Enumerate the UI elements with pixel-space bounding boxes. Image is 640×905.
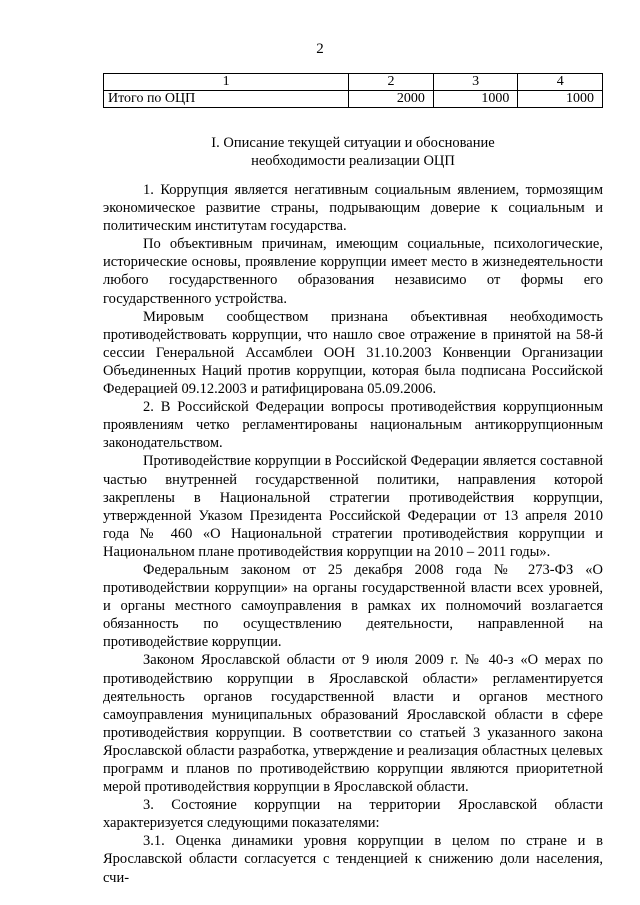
table-header-row [104,74,603,91]
paragraph: Противодействие коррупции в Российской Федерации является составной частью внутренней государственной политики, направления которой закреплены в Национальной стратегии противодействия коррупции, утвержденной Указом Президента Российской Федерации от 13 апреля 2010 года № 460 «О Национальной стратегии противодействия коррупции и Национальном плане противодействия коррупции на 2010 – 2011 годы». [103,453,603,560]
table-header-cell: 3 [433,74,518,91]
table-cell: 1000 [433,91,518,108]
table-cell: 1000 [518,91,603,108]
summary-table [103,73,603,108]
body-text [103,181,603,887]
section-title-line: необходимости реализации ОЦП [251,153,455,169]
table-cell: 2000 [349,91,434,108]
paragraph: Законом Ярославской области от 9 июля 2009 г. № 40-з «О мерах по противодействию коррупции в Ярославской области» регламентируется деятельность органов государственной власти и органов местного самоуправления муниципальных образований Ярославской области в сфере противодействия коррупции. В соответствии со статьей 3 указанного закона Ярославской области разработка, утверждение и реализация областных целевых программ и планов по противодействию коррупции являются приоритетной мерой противодействия коррупции в Ярославской области. [103,652,603,796]
section-title-line: I. Описание текущей ситуации и обоснование [211,135,495,151]
paragraph: 2. В Российской Федерации вопросы противодействия коррупционным проявлениям четко регламентированы национальным антикоррупционным законодательством. [103,399,603,452]
table-row-label: Итого по ОЦП [104,91,349,108]
paragraph: Мировым сообществом признана объективная необходимость противодействовать коррупции, что нашло свое отражение в принятой на 58-й сессии Генеральной Ассамблеи ООН 31.10.2003 Конвенции Организации Объединенных Наций против коррупции, которая была подписана Российской Федерацией 09.12.2003 и ратифицирована 05.09.2006. [103,308,603,398]
table-header-cell: 1 [104,74,349,91]
paragraph: Федеральным законом от 25 декабря 2008 года № 273-ФЗ «О противодействии коррупции» на органы государственной власти всех уровней, и органы местного самоуправления в рамках их полномочий возлагается обязанность по осуществлению деятельности, направленной на противодействие коррупции. [103,561,603,651]
paragraph: 3. Состояние коррупции на территории Ярославской области характеризуется следующими показателями: [103,797,603,832]
page-number: 2 [316,41,324,57]
paragraph: 1. Коррупция является негативным социальным явлением, тормозящим экономическое развитие страны, подрывающим доверие к социальным и политическим институтам государства. [103,182,603,235]
table-header-cell: 4 [518,74,603,91]
paragraph: 3.1. Оценка динамики уровня коррупции в целом по стране и в Ярославской области согласуется с тенденцией к снижению доли населения, счи- [103,833,603,886]
table-total-row [104,91,603,108]
paragraph: По объективным причинам, имеющим социальные, психологические, исторические основы, проявление коррупции имеет место в жизнедеятельности любого государственного образования независимо от формы его государственного устройства. [103,236,603,307]
section-heading [103,134,603,170]
table-header-cell: 2 [349,74,434,91]
